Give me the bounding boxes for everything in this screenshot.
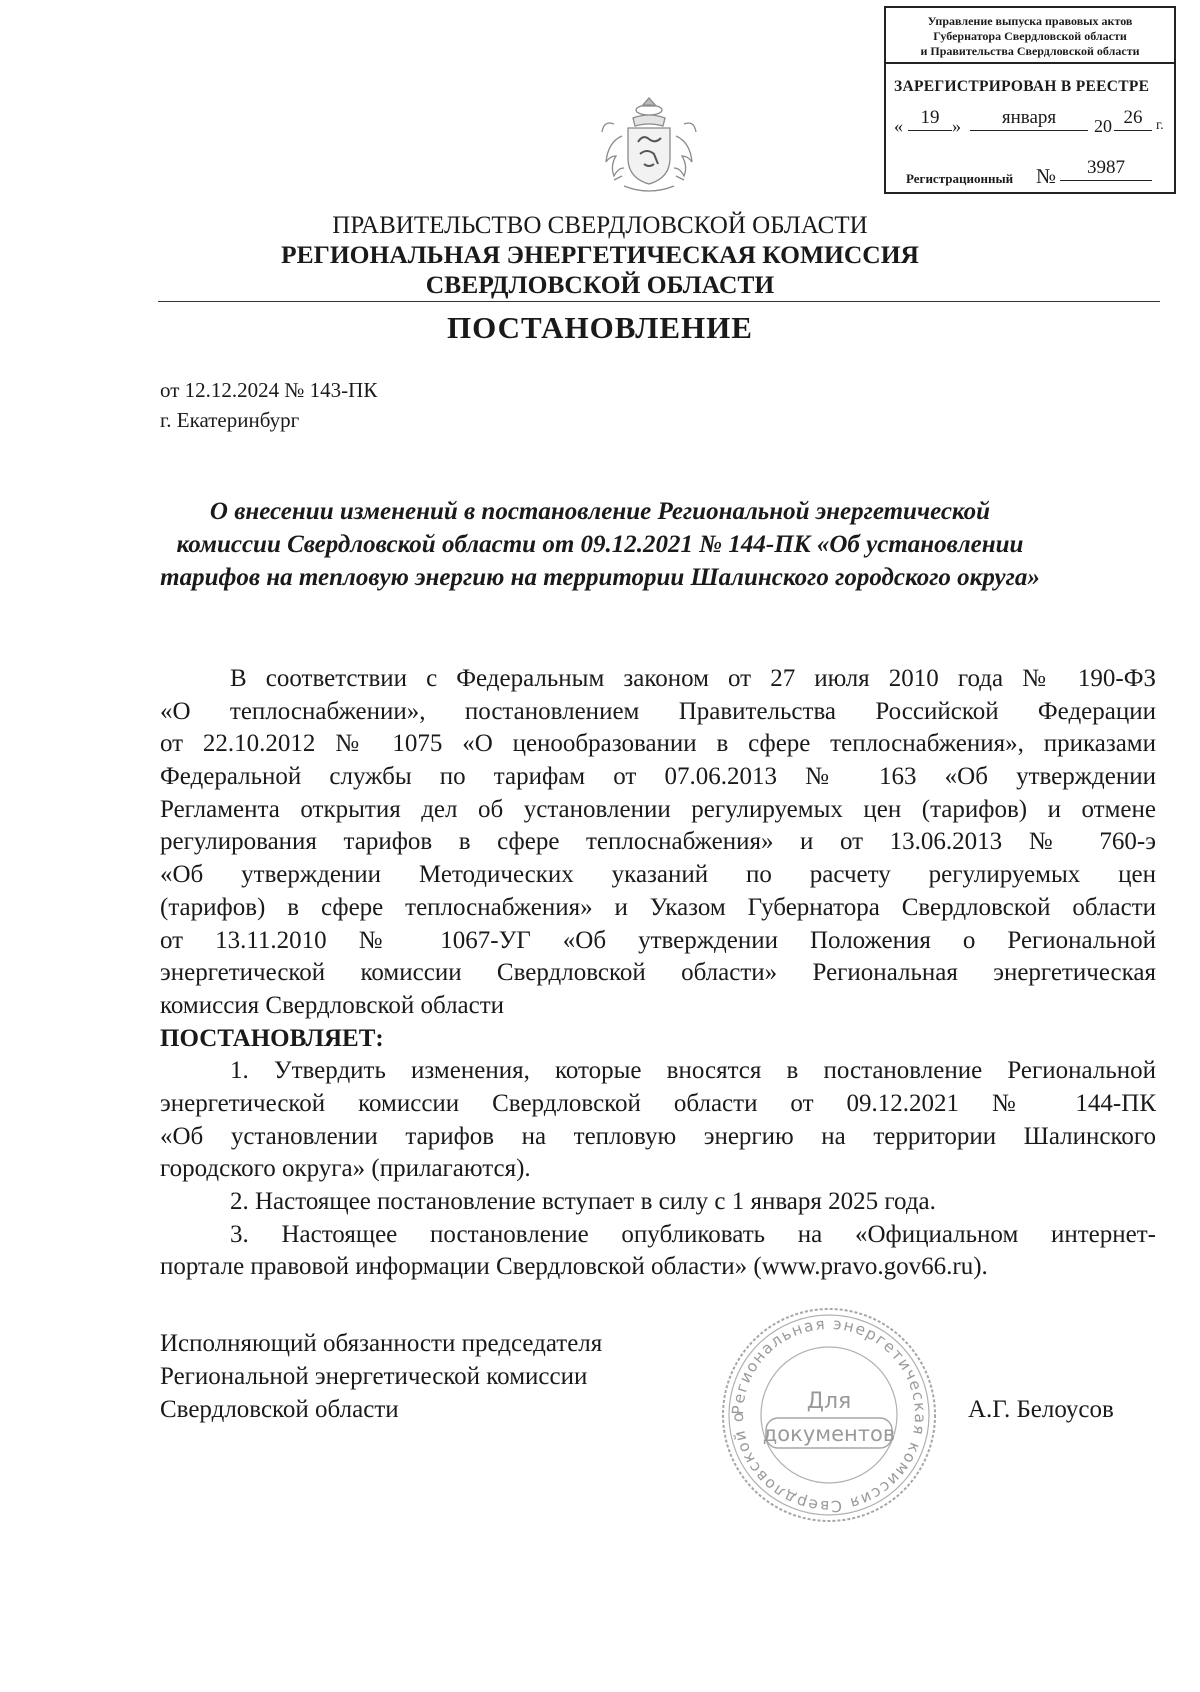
seal-ring-text: Региональная энергетическая комиссия Свердловской о [728, 1314, 930, 1516]
signatory-name: А.Г. Белоусов [968, 1396, 1114, 1423]
registry-year-unit: г. [1156, 118, 1164, 133]
preamble-line: В соответствии с Федеральным законом от 27 июля 2010 года № 190-ФЗ [230, 665, 1156, 692]
registry-stamp-box [884, 6, 1176, 194]
preamble-line: от 22.10.2012 № 1075 «О ценообразовании в сфере теплоснабжения», приказами [160, 730, 1156, 758]
clause-1-line: энергетической комиссии Свердловской области от 09.12.2021 № 144-ПК [160, 1089, 1156, 1117]
title-line: тарифов на тепловую энергию на территории Шалинского городского округа» [160, 564, 1040, 591]
official-seal-stamp [714, 1300, 944, 1530]
clause-1-line: городского округа» (прилагаются). [160, 1155, 531, 1183]
document-date-number: от 12.12.2024 № 143-ПК [160, 378, 378, 402]
registry-office-line: Губернатора Свердловской области [933, 29, 1127, 43]
signatory-position-line: Исполняющий обязанности председателя [160, 1330, 603, 1357]
registry-office-line: Управление выпуска правовых актов [927, 14, 1133, 28]
document-subject-title [140, 495, 1060, 594]
signatory-position-line: Свердловской области [160, 1396, 399, 1423]
seal-center-line2: документов [762, 1422, 896, 1446]
registry-year-suffix: 26 [1114, 108, 1152, 131]
signatory-position-line: Региональной энергетической комиссии [160, 1363, 588, 1390]
title-line: О внесении изменений в постановление Региональной энергетической [209, 498, 991, 525]
clause-1-line: 1. Утвердить изменения, которые вносятся в постановление Региональной [230, 1057, 1156, 1085]
preamble-line: от 13.11.2010 № 1067-УГ «Об утверждении Положения о Региональной [160, 926, 1156, 954]
commission-name-line1: РЕГИОНАЛЬНАЯ ЭНЕРГЕТИЧЕСКАЯ КОМИССИЯ [281, 240, 919, 269]
registry-day: 19 [908, 108, 952, 131]
resolves-heading: ПОСТАНОВЛЯЕТ: [160, 1024, 384, 1052]
registry-office-line: и Правительства Свердловской области [920, 44, 1140, 58]
preamble-line: регулирования тарифов в сфере теплоснабжения» и от 13.06.2013 № 760-э [160, 828, 1156, 856]
preamble-line: Федеральной службы по тарифам от 07.06.2013 № 163 «Об утверждении [160, 763, 1156, 791]
coat-of-arms-emblem [584, 96, 714, 196]
title-line: комиссии Свердловской области от 09.12.2021 № 144-ПК «Об установлении [176, 531, 1024, 558]
preamble-line: «О теплоснабжении», постановлением Правительства Российской Федерации [160, 697, 1156, 725]
preamble-paragraph [160, 663, 1156, 1284]
clause-2: 2. Настоящее постановление вступает в силу с 1 января 2025 года. [230, 1188, 936, 1215]
registry-year-prefix: 20 [1094, 116, 1112, 136]
clause-3-line: портале правовой информации Свердловской области» (www.pravo.gov66.ru). [160, 1253, 988, 1281]
registry-number: 3987 [1060, 158, 1152, 181]
registry-office-header [886, 8, 1174, 64]
quote-open: « [894, 116, 903, 136]
preamble-line: «Об утверждении Методических указаний по расчету регулируемых цен [160, 861, 1156, 889]
registry-status: ЗАРЕГИСТРИРОВАН В РЕЕСТРЕ [894, 78, 1150, 95]
registry-month: января [970, 108, 1088, 131]
preamble-line: Регламента открытия дел об установлении регулируемых цен (тарифов) и отмене [160, 795, 1156, 823]
preamble-line: (тарифов) в сфере теплоснабжения» и Указом Губернатора Свердловской области [160, 893, 1156, 921]
quote-close: » [952, 116, 961, 136]
preamble-line: комиссия Свердловской области [160, 991, 505, 1019]
clause-3-line: 3. Настоящее постановление опубликовать на «Официальном интернет- [230, 1220, 1156, 1248]
registry-number-label: Регистрационный [906, 171, 1014, 186]
clause-1-line: «Об установлении тарифов на тепловую энергию на территории Шалинского [160, 1122, 1156, 1150]
commission-name-line2: СВЕРДЛОВСКОЙ ОБЛАСТИ [425, 270, 775, 299]
registry-number-sign: № [1036, 164, 1057, 188]
seal-center-line1: Для [806, 1389, 852, 1414]
header-divider [158, 301, 1160, 302]
government-name: ПРАВИТЕЛЬСТВО СВЕРДЛОВСКОЙ ОБЛАСТИ [332, 212, 868, 239]
document-city: г. Екатеринбург [160, 408, 300, 432]
document-type-title: ПОСТАНОВЛЕНИЕ [447, 310, 753, 345]
preamble-line: энергетической комиссии Свердловской области» Региональная энергетическая [160, 959, 1156, 987]
